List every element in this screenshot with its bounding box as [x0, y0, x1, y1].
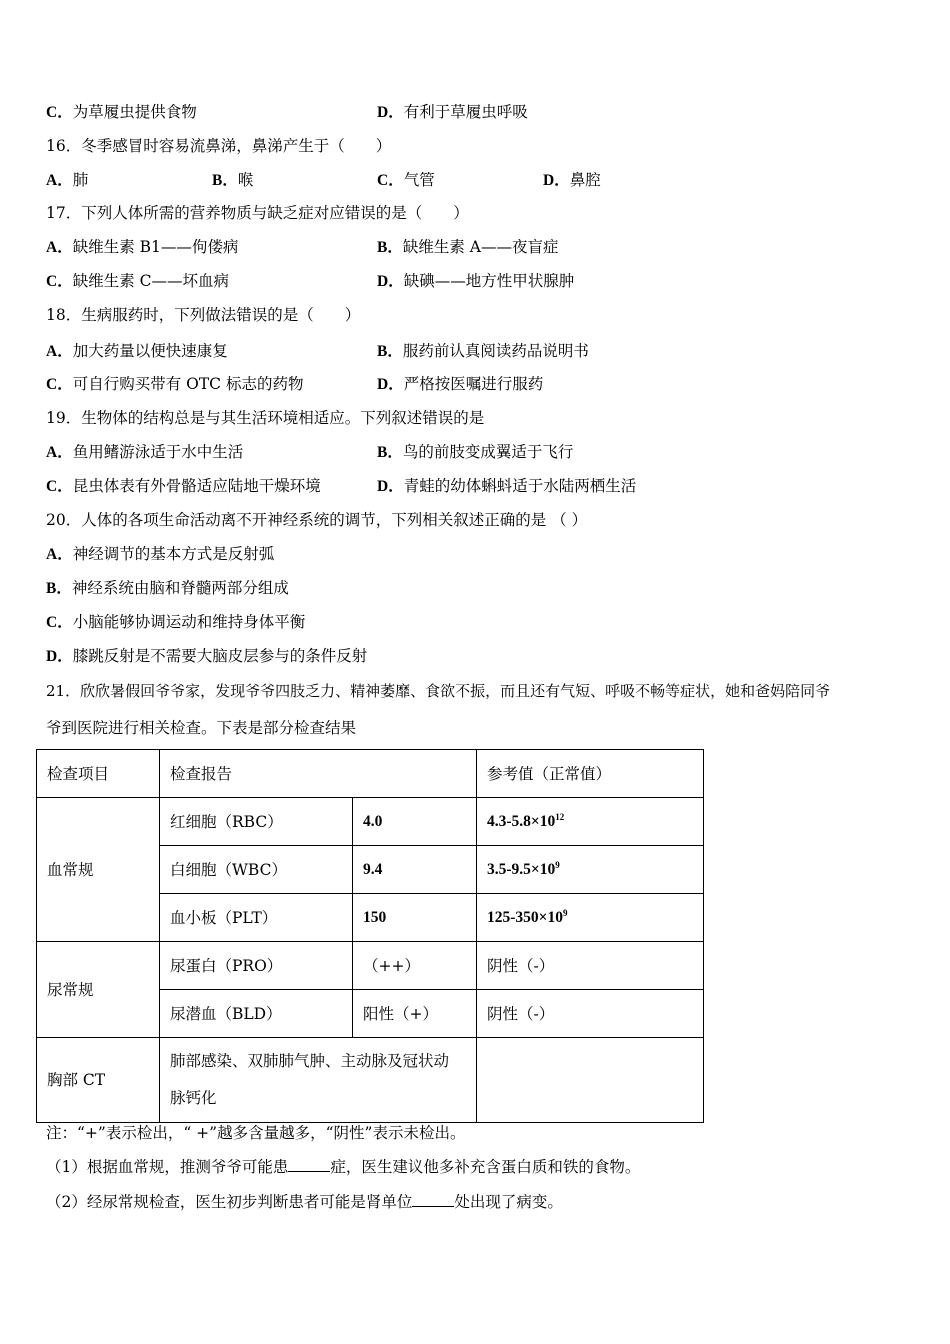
q20-option-b: B．神经系统由脑和脊髓两部分组成	[46, 579, 289, 597]
answer-blank-1[interactable]	[288, 1157, 330, 1172]
q19-option-d: D．青蛙的幼体蝌蚪适于水陆两栖生活	[377, 477, 637, 495]
q16-option-d: D．鼻腔	[543, 171, 601, 189]
plt-value: 150	[353, 894, 477, 942]
table-header-row	[37, 750, 704, 798]
answer-blank-2[interactable]	[412, 1192, 454, 1207]
rbc-value: 4.0	[353, 798, 477, 846]
table-row	[37, 942, 704, 990]
q18-option-a: A．加大药量以便快速康复	[46, 342, 228, 360]
q20-stem: 20．人体的各项生命活动离不开神经系统的调节，下列相关叙述正确的是 （ ）	[46, 511, 588, 529]
q19-option-b: B．鸟的前肢变成翼适于飞行	[377, 443, 574, 461]
q15-option-d: D．有利于草履虫呼吸	[377, 103, 528, 121]
wbc-reference: $3.5-9.5\times 10^9$	[477, 846, 704, 894]
q16-option-c: C．气管	[377, 171, 435, 189]
q18-stem: 18．生病服药时，下列做法错误的是（ ）	[46, 306, 361, 324]
q16-option-b: B．喉	[212, 171, 254, 189]
q17-option-b: B．缺维生素 A——夜盲症	[377, 238, 559, 256]
q21-stem-line1: 21．欣欣暑假回爷爷家，发现爷爷四肢乏力、精神萎靡、食欲不振，而且还有气短、呼吸不畅等症状，她和爸妈陪同爷	[46, 682, 831, 700]
q18-option-b: B．服药前认真阅读药品说明书	[377, 342, 589, 360]
q19-option-c: C．昆虫体表有外骨骼适应陆地干燥环境	[46, 477, 321, 495]
rbc-reference: $4.3-5.8\times 10^{12}$	[477, 798, 704, 846]
bld-reference: 阴性（-）	[477, 990, 704, 1038]
rbc-name: 红细胞（RBC）	[160, 798, 353, 846]
pro-name: 尿蛋白（PRO）	[160, 942, 353, 990]
table-note: 注：“+”表示检出，“ +”越多含量越多，“阴性”表示未检出。	[46, 1124, 466, 1142]
pro-value: （++）	[353, 942, 477, 990]
header-reference: 参考值（正常值）	[477, 750, 704, 798]
bld-value: 阳性（+）	[353, 990, 477, 1038]
table-row	[37, 798, 704, 846]
q15-option-c: C．为草履虫提供食物	[46, 103, 197, 121]
ct-group-label: 胸部 CT	[37, 1038, 160, 1123]
plt-name: 血小板（PLT）	[160, 894, 353, 942]
q21-sub1: （1）根据血常规，推测爷爷可能患 症，医生建议他多补充含蛋白质和铁的食物。	[46, 1158, 641, 1176]
wbc-name: 白细胞（WBC）	[160, 846, 353, 894]
q17-option-c: C．缺维生素 C——坏血病	[46, 272, 229, 290]
header-report: 检查报告	[160, 750, 477, 798]
wbc-value: 9.4	[353, 846, 477, 894]
header-item: 检查项目	[37, 750, 160, 798]
q20-option-d: D．膝跳反射是不需要大脑皮层参与的条件反射	[46, 647, 368, 665]
blood-group-label: 血常规	[37, 798, 160, 942]
q20-option-a: A．神经调节的基本方式是反射弧	[46, 545, 275, 563]
bld-name: 尿潜血（BLD）	[160, 990, 353, 1038]
q17-option-a: A．缺维生素 B1——佝偻病	[46, 238, 239, 256]
plt-reference: $125-350\times 10^9$	[477, 894, 704, 942]
q18-option-c: C．可自行购买带有 OTC 标志的药物	[46, 375, 304, 393]
q19-option-a: A．鱼用鳍游泳适于水中生活	[46, 443, 244, 461]
q17-stem: 17．下列人体所需的营养物质与缺乏症对应错误的是（ ）	[46, 204, 469, 222]
ct-result: 肺部感染、双肺肺气肿、主动脉及冠状动 脉钙化	[160, 1038, 477, 1123]
q21-stem-line2: 爷到医院进行相关检查。下表是部分检查结果	[46, 719, 357, 737]
q18-option-d: D．严格按医嘱进行服药	[377, 375, 544, 393]
exam-report-table	[36, 749, 704, 1123]
ct-reference-empty	[477, 1038, 704, 1123]
q21-sub2: （2）经尿常规检查，医生初步判断患者可能是肾单位 处出现了病变。	[46, 1193, 563, 1211]
q19-stem: 19．生物体的结构总是与其生活环境相适应。下列叙述错误的是	[46, 409, 485, 427]
q16-stem: 16．冬季感冒时容易流鼻涕，鼻涕产生于（ ）	[46, 137, 392, 155]
q20-option-c: C．小脑能够协调运动和维持身体平衡	[46, 613, 306, 631]
pro-reference: 阴性（-）	[477, 942, 704, 990]
q17-option-d: D．缺碘——地方性甲状腺肿	[377, 272, 575, 290]
table-row	[37, 1038, 704, 1123]
urine-group-label: 尿常规	[37, 942, 160, 1038]
q16-option-a: A．肺	[46, 171, 89, 189]
